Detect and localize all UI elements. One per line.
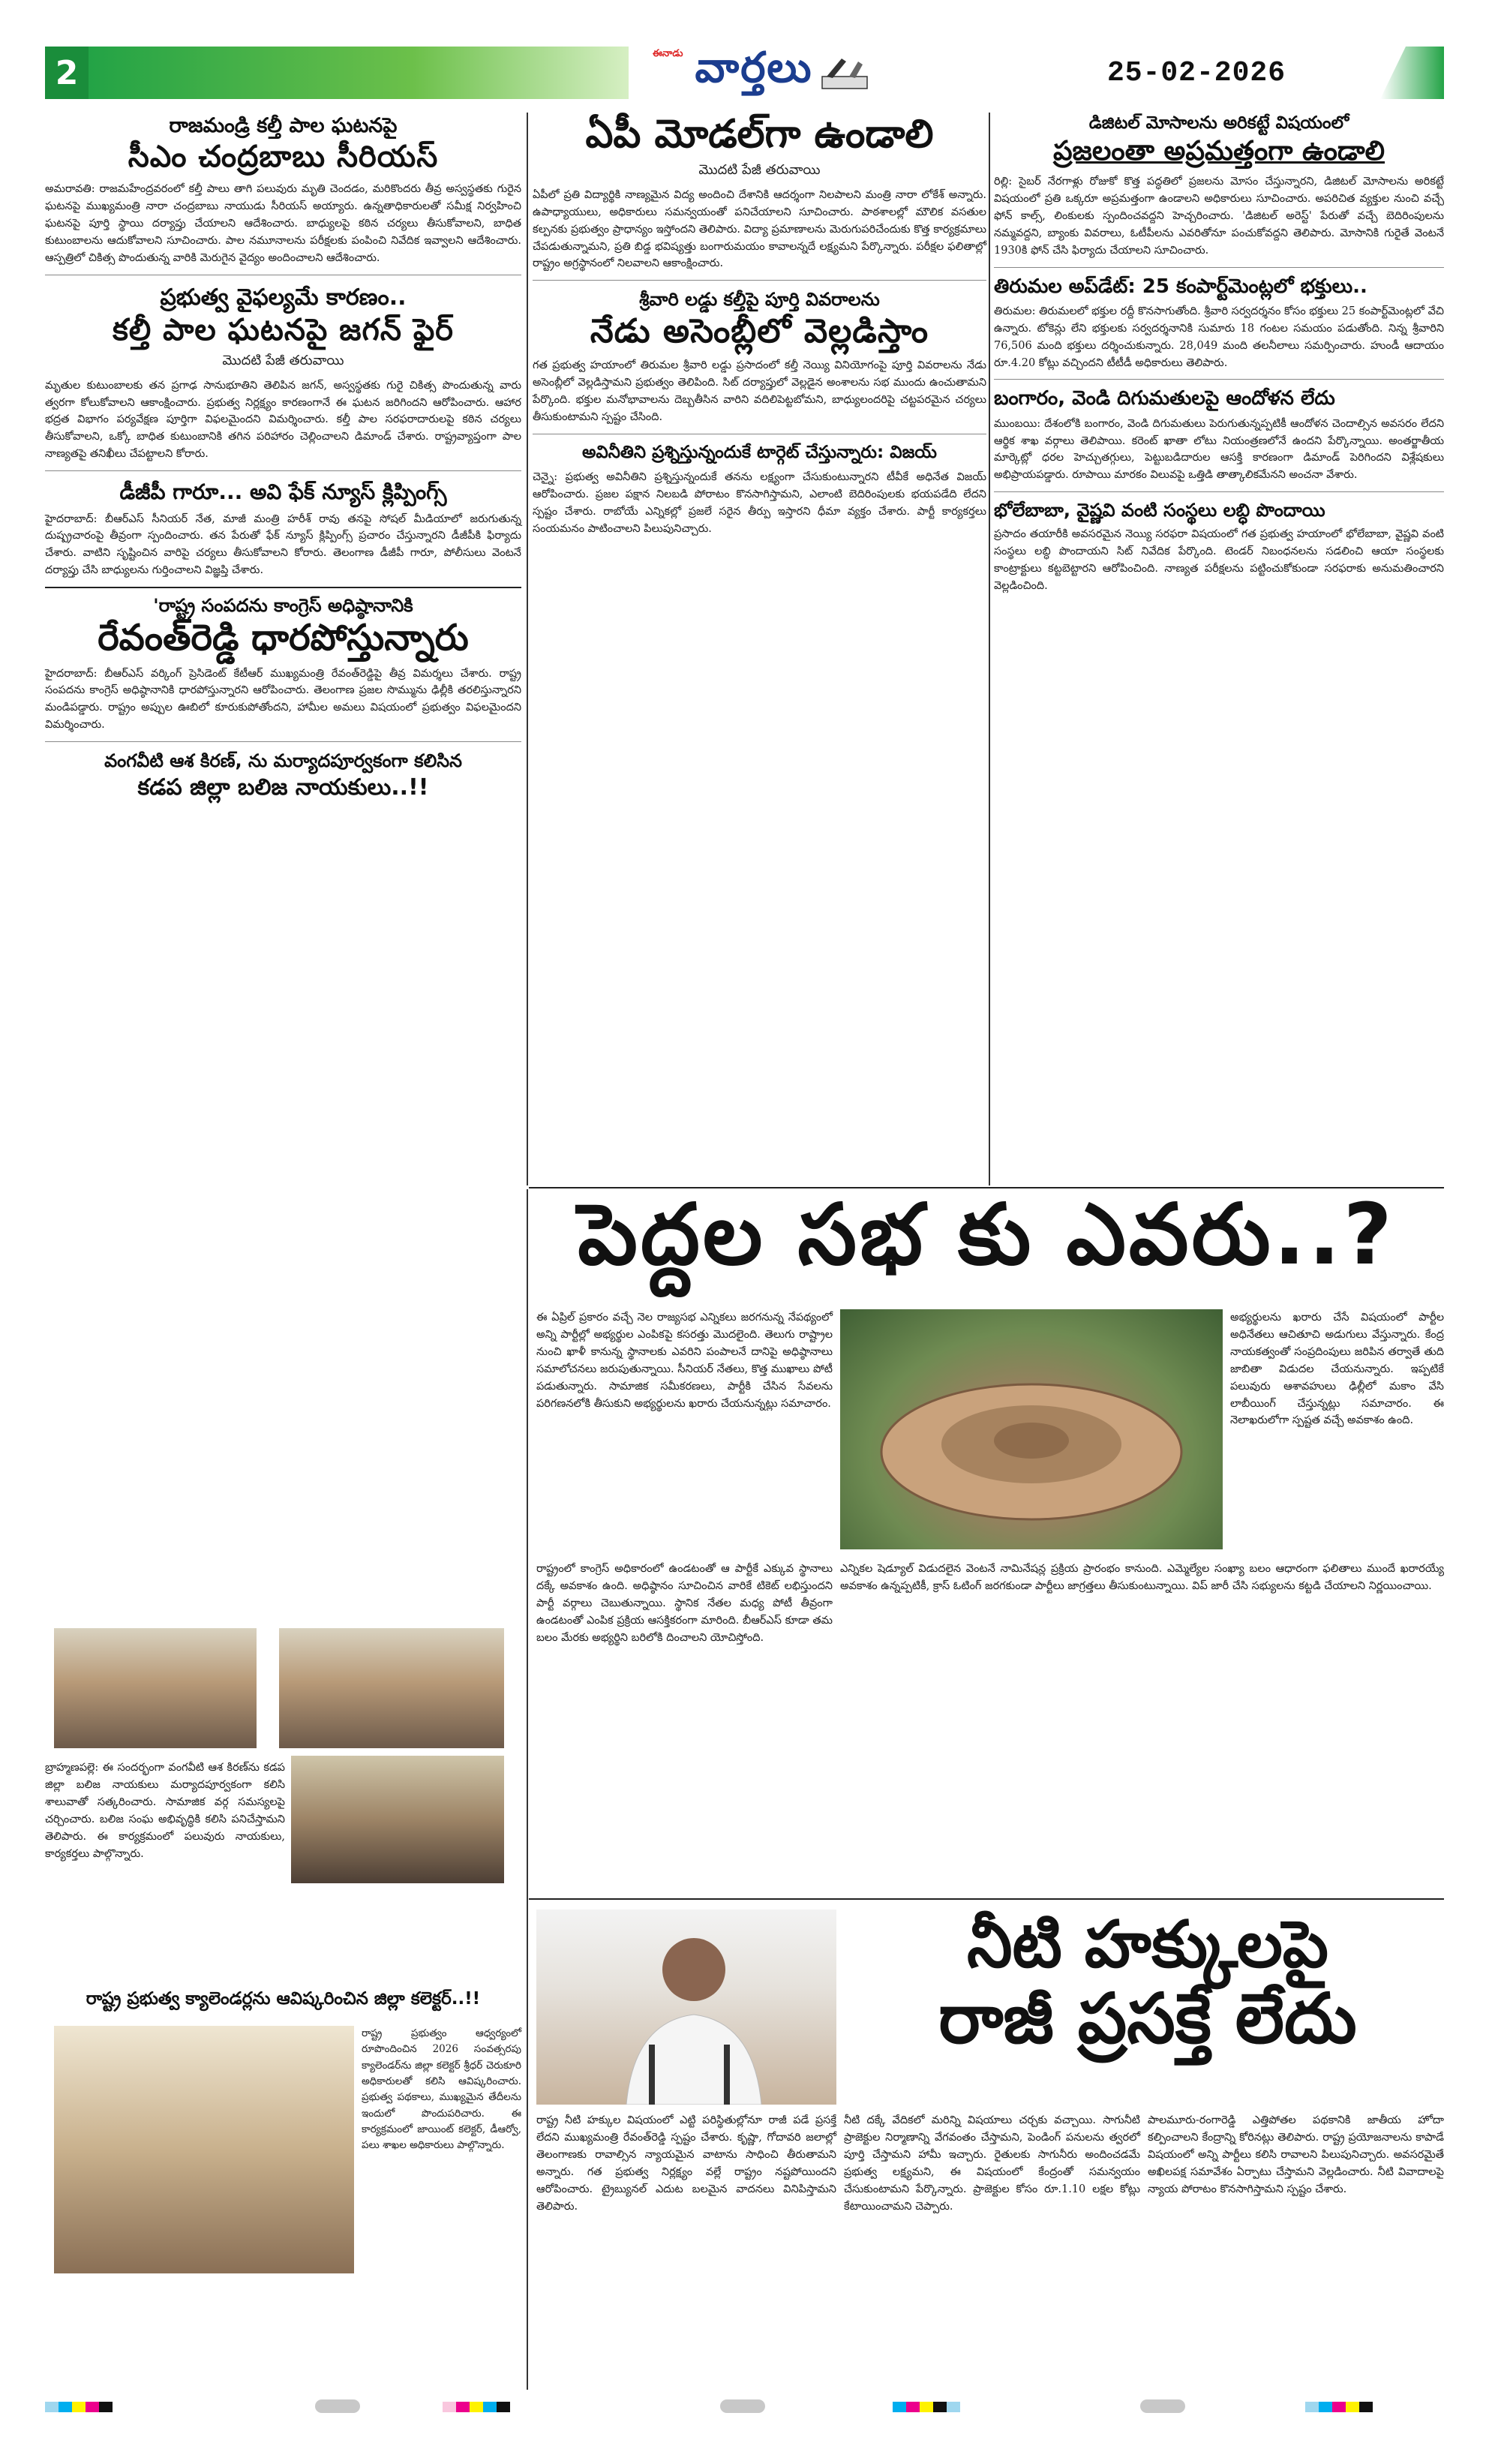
article-body: బ్రాహ్మణపల్లె: ఈ సందర్భంగా వంగవీటి ఆశ కిరణ్‌ను కడప జిల్లా బలిజ నాయకులు మర్యాదపూర్వకంగా కలిసి శాలువాతో సత్కరించారు. సామాజిక వర్గ సమస్యలపై చర్చించారు. బలిజ సంఘ అభివృద్ధికి కలిసి పనిచేస్తామని తెలిపారు. ఈ కార్యక్రమంలో పలువురు నాయకులు, కార్యకర్తలు పాల్గొన్నారు.	[45, 1762, 285, 1860]
column-rule	[527, 113, 528, 1185]
divider	[994, 491, 1444, 492]
article-body: అభ్యర్థులను ఖరారు చేసే విషయంలో పార్టీల అధినేతలు ఆచితూచి అడుగులు వేస్తున్నారు. కేంద్ర నాయకత్వంతో సంప్రదింపులు జరిపిన తర్వాతే తుది జాబితా విడుదల చేయనున్నారు. ఇప్పటికే పలువురు ఆశావహులు ఢిల్లీలో మకాం వేసి లాబీయింగ్ చేస్తున్నట్లు సమాచారం. ఈ నెలాఖరులోగా స్పష్టత వచ్చే అవకాశం ఉంది.	[1230, 1312, 1444, 1427]
banner-headline-box	[529, 1186, 1444, 1302]
article-kicker: ప్రభుత్వ వైఫల్యమే కారణం..	[160, 284, 407, 311]
parliament-building-icon	[840, 1309, 1223, 1549]
article-kicker: వంగవీటి ఆశ కిరణ్‌, ను మర్యాదపూర్వకంగా కలిసిన	[104, 750, 462, 772]
water-headline-line1: నీటి హక్కులపై	[967, 1907, 1328, 1982]
page-number: 2	[45, 47, 89, 99]
parliament-photo	[840, 1309, 1223, 1549]
article-headline: కల్తీ పాల ఘటనపై జగన్ ఫైర్	[112, 312, 455, 347]
logo-text: వార్తలు	[695, 43, 813, 92]
registration-dot	[1140, 2399, 1185, 2413]
article-headline: నేడు అసెంబ్లీలో వెల్లడిస్తాం	[590, 311, 929, 350]
water-col-2	[844, 2112, 1140, 2215]
water-col-3	[1148, 2112, 1444, 2198]
divider	[533, 280, 986, 281]
banner-col-2b	[840, 1561, 1444, 1595]
banner-col-3	[1230, 1309, 1444, 1429]
speaker-photo	[536, 1910, 836, 2105]
registration-marks	[1305, 2401, 1373, 2411]
continued-label: మొదటి పేజీ తరువాయి	[222, 352, 344, 368]
article-body: రాష్ట్ర నీటి హక్కుల విషయంలో ఎట్టి పరిస్థితుల్లోనూ రాజీ పడే ప్రసక్తే లేదని ముఖ్యమంత్రి రేవంత్‌రెడ్డి స్పష్టం చేశారు. కృష్ణా, గోదావరి జలాల్లో తెలంగాణకు రావాల్సిన న్యాయమైన వాటాను సాధించి తీరుతామని అన్నారు. గత ప్రభుత్వ నిర్లక్ష్యం వల్లే రాష్ట్రం నష్టపోయిందని ఆరోపించారు. ట్రైబ్యునల్ ఎదుట బలమైన వాదనలు వినిపిస్తామని తెలిపారు.	[536, 2114, 836, 2213]
article-kicker: 'రాష్ట్ర సంపదను కాంగ్రెస్ అధిష్ఠానానికి	[153, 595, 413, 617]
registration-marks	[893, 2401, 960, 2411]
masthead-right-band	[1380, 47, 1444, 99]
article-body: ఎన్నికల షెడ్యూల్ విడుదలైన వెంటనే నామినేషన్ల ప్రక్రియ ప్రారంభం కానుంది. ఎమ్మెల్యేల సంఖ్యా బలం ఆధారంగా ఫలితాలు ముందే ఖరారయ్యే అవకాశం ఉన్నప్పటికీ, క్రాస్ ఓటింగ్ జరగకుండా పార్టీలు జాగ్రత్తలు తీసుకుంటున్నాయి. విప్ జారీ చేసి సభ్యులను కట్టడి చేయాలని నిర్ణయించాయి.	[840, 1563, 1444, 1592]
article-headline: ప్రజలంతా అప్రమత్తంగా ఉండాలి	[1052, 135, 1385, 167]
article-body: అమరావతి: రాజమహేంద్రవరంలో కల్తీ పాలు తాగి పలువురు మృతి చెందడం, మరికొందరు తీవ్ర అస్వస్థతకు గురైన ఘటనపై ముఖ్యమంత్రి నారా చంద్రబాబు నాయుడు సీరియస్ అయ్యారు. ఉన్నతాధికారులతో సమీక్ష నిర్వహించి ఘటనపై పూర్తి స్థాయి దర్యాప్తు చేయాలని ఆదేశించారు. బాధ్యులపై కఠిన చర్యలు తీసుకోవాలని, బాధిత కుటుంబాలను ఆదుకోవాలని సూచించారు. పాల నమూనాలను పరీక్షలకు పంపించి నివేదిక ఇవ్వాలని ఆదేశించారు. ఆస్పత్రిలో చికిత్స పొందుతున్న వారికి మెరుగైన వైద్యం అందించాలని ఆదేశించారు.	[45, 183, 521, 264]
divider	[45, 587, 521, 588]
continued-label: మొదటి పేజీ తరువాయి	[698, 161, 821, 178]
article-headline: రాష్ట్ర ప్రభుత్వ క్యాలెండర్లను ఆవిష్కరించిన జిల్లా కలెక్టర్..!!	[86, 1989, 481, 2009]
divider	[994, 267, 1444, 268]
article-body: ఈ ఏప్రిల్ ప్రకారం వచ్చే నెల రాజ్యసభ ఎన్నికలు జరగనున్న నేపథ్యంలో అన్ని పార్టీల్లో అభ్యర్థుల ఎంపికపై కసరత్తు మొదలైంది. తెలుగు రాష్ట్రాల నుంచి ఖాళీ కానున్న స్థానాలకు ఎవరిని పంపాలనే దానిపై అధిష్ఠానాలు సమాలోచనలు జరుపుతున్నాయి. సీనియర్ నేతలు, కొత్త ముఖాలు పోటీ పడుతున్నారు. సామాజిక సమీకరణలు, పార్టీకి చేసిన సేవలను పరిగణనలోకి తీసుకుని అభ్యర్థులను ఖరారు చేయనున్నట్లు సమాచారం.	[536, 1312, 833, 1410]
issue-date	[1020, 47, 1373, 99]
article-headline: రేవంత్‌రెడ్డి ధారపోస్తున్నారు	[98, 617, 469, 660]
registration-marks	[443, 2401, 510, 2411]
news-photo	[279, 1628, 504, 1748]
left-article-body-box	[45, 1759, 285, 1862]
article-body: ఏపీలో ప్రతి విద్యార్థికి నాణ్యమైన విద్య అందించి దేశానికి ఆదర్శంగా నిలపాలని మంత్రి నారా లోకేశ్ అన్నారు. ఉపాధ్యాయులు, అధికారులు సమన్వయంతో పనిచేయాలని సూచించారు. పాఠశాలల్లో మౌలిక వసతుల కల్పనకు ప్రభుత్వం ప్రాధాన్యం ఇస్తోందని తెలిపారు. విద్యా ప్రమాణాలను మెరుగుపరిచేందుకు కొత్త కార్యక్రమాలు చేపడుతున్నామని, ప్రతి బిడ్డ భవిష్యత్తు బంగారుమయం కావాలన్నదే లక్ష్యమని పేర్కొన్నారు. పరీక్షల ఫలితాల్లో రాష్ట్రం అగ్రస్థానంలో నిలవాలని ఆకాంక్షించారు.	[533, 188, 986, 270]
article-body: ముంబయి: దేశంలోకి బంగారం, వెండి దిగుమతులు పెరుగుతున్నప్పటికీ ఆందోళన చెందాల్సిన అవసరం లేదని ఆర్థిక శాఖ వర్గాలు తెలిపాయి. కరెంట్ ఖాతా లోటు నియంత్రణలోనే ఉందని పేర్కొన్నాయి. అంతర్జాతీయ మార్కెట్లో ధరల హెచ్చుతగ్గులు, పెట్టుబడిదారుల ఆసక్తి కారణంగా డిమాండ్ పెరిగిందని విశ్లేషకులు అభిప్రాయపడ్డారు. రూపాయి మారకం విలువపై ఒత్తిడి తాత్కాలికమేనని అంచనా వేశారు.	[994, 417, 1444, 482]
article-headline: సీఎం చంద్రబాబు సీరియస్	[128, 140, 439, 175]
masthead	[45, 43, 1444, 99]
article-kicker: డిజిటల్ మోసాలను అరికట్టే విషయంలో	[1088, 113, 1349, 133]
water-headline-line2: రాజీ ప్రసక్తే లేదు	[938, 1978, 1357, 2059]
registration-dot	[720, 2399, 765, 2413]
article-kicker: శ్రీవారి లడ్డు కల్తీపై పూర్తి వివరాలను	[639, 289, 880, 311]
column-rule	[989, 113, 990, 1185]
newspaper-logo	[630, 43, 878, 99]
article-headline: డీజీపీ గారూ... అవి ఫేక్ న్యూస్ క్లిప్పింగ్స్	[119, 479, 447, 505]
article-body: పాలమూరు-రంగారెడ్డి ఎత్తిపోతల పథకానికి జాతీయ హోదా కల్పించాలని కేంద్రాన్ని కోరినట్లు తెలిపారు. రాష్ట్ర ప్రయోజనాలను కాపాడే విషయంలో అన్ని పార్టీలు కలిసి రావాలని పిలుపునిచ్చారు. అవసరమైతే అఖిలపక్ష సమావేశం ఏర్పాటు చేస్తామని వెల్లడించారు. నీటి వివాదాలపై న్యాయ పోరాటం కొనసాగిస్తామని స్పష్టం చేశారు.	[1148, 2114, 1444, 2195]
registration-dot	[315, 2399, 360, 2413]
article-body: రాష్ట్రంలో కాంగ్రెస్ అధికారంలో ఉండటంతో ఆ పార్టీకే ఎక్కువ స్థానాలు దక్కే అవకాశం ఉంది. అధిష్ఠానం సూచించిన వారికే టికెట్ లభిస్తుందని పార్టీ వర్గాలు చెబుతున్నాయి. స్థానిక నేతల మధ్య పోటీ తీవ్రంగా ఉండటంతో ఎంపిక ప్రక్రియ ఆసక్తికరంగా మారింది. బీఆర్ఎస్ కూడా తమ బలం మేరకు అభ్యర్థిని బరిలోకి దించాలని యోచిస్తోంది.	[536, 1563, 833, 1644]
article-body: మృతుల కుటుంబాలకు తన ప్రగాఢ సానుభూతిని తెలిపిన జగన్, అస్వస్థతకు గురై చికిత్స పొందుతున్న వారు త్వరగా కోలుకోవాలని ఆకాంక్షించారు. ప్రభుత్వ నిర్లక్ష్యం కారణంగానే ఈ ఘటన జరిగిందని ఆరోపించారు. ఆహార భద్రత విభాగం పర్యవేక్షణ పూర్తిగా విఫలమైందని విమర్శించారు. కల్తీ పాల సరఫరాదారులపై కఠిన చర్యలు తీసుకోవాలని, ఒక్కో బాధిత కుటుంబానికి తగిన పరిహారం చెల్లించాలని డిమాండ్ చేశారు. రాష్ట్రవ్యాప్తంగా పాల నాణ్యతపై తనిఖీలు చేపట్టాలని కోరారు.	[45, 379, 521, 461]
right-column	[994, 113, 1444, 595]
article-headline: భోలేబాబా, వైష్ణవి వంటి సంస్థలు లబ్ధి పొందాయి	[994, 500, 1325, 521]
divider	[45, 741, 521, 742]
article-body: తిరుమల: తిరుమలలో భక్తుల రద్దీ కొనసాగుతోంది. శ్రీవారి సర్వదర్శనం కోసం భక్తులు 25 కంపార్ట్‌మెంట్లలో వేచి ఉన్నారు. టోకెన్లు లేని భక్తులకు సర్వదర్శనానికి సుమారు 18 గంటల సమయం పడుతోంది. నిన్న శ్రీవారిని 76,506 మంది భక్తులు దర్శించుకున్నారు. 28,049 మంది తలనీలాలు సమర్పించారు. హుండీ ఆదాయం రూ.4.20 కోట్లు వచ్చిందని టీటీడీ అధికారులు తెలిపారు.	[994, 305, 1445, 369]
banner-headline: పెద్దల సభ కు ఎవరు..?	[578, 1186, 1395, 1284]
divider	[994, 379, 1444, 380]
article-body: రాష్ట్ర ప్రభుత్వం ఆధ్వర్యంలో రూపొందించిన 2026 సంవత్సరపు క్యాలెండర్‌ను జిల్లా కలెక్టర్ శ్రీధర్ చెరుకూరి అధికారులతో కలిసి ఆవిష్కరించారు. ప్రభుత్వ పథకాలు, ముఖ్యమైన తేదీలను ఇందులో పొందుపరిచారు. ఈ కార్యక్రమంలో జాయింట్ కలెక్టర్, డీఆర్వో, పలు శాఖల అధికారులు పాల్గొన్నారు.	[362, 2027, 521, 2152]
divider	[45, 470, 521, 471]
left-calendar-article	[45, 1988, 521, 2011]
registration-marks	[45, 2401, 113, 2411]
water-col-1	[536, 2112, 836, 2215]
left-column	[45, 113, 521, 802]
article-headline: బంగారం, వెండి దిగుమతులపై ఆందోళన లేదు	[994, 387, 1335, 410]
article-body: ప్రసాదం తయారీకి అవసరమైన నెయ్యి సరఫరా విషయంలో గత ప్రభుత్వ హయాంలో భోలేబాబా, వైష్ణవి వంటి సంస్థలు లబ్ధి పొందాయని సిట్ నివేదిక పేర్కొంది. టెండర్ నిబంధనలను సడలించి ఆయా సంస్థలకు కాంట్రాక్టులు కట్టబెట్టారని ఆరోపించింది. నాణ్యత పరీక్షలను పట్టించుకోకుండా సరఫరాకు అనుమతించారని వెల్లడించింది.	[994, 528, 1444, 592]
article-body: రిల్లి: సైబర్ నేరగాళ్లు రోజుకో కొత్త పద్ధతిలో ప్రజలను మోసం చేస్తున్నారని, డిజిటల్ మోసాలను అరికట్టే విషయంలో ప్రతి ఒక్కరూ అప్రమత్తంగా ఉండాలని అధికారులు సూచించారు. అపరిచిత వ్యక్తుల నుంచి వచ్చే ఫోన్ కాల్స్, లింకులకు స్పందించవద్దని హెచ్చరించారు. 'డిజిటల్ అరెస్ట్' పేరుతో వచ్చే బెదిరింపులను నమ్మవద్దని, బ్యాంకు వివరాలు, ఓటీపీలను ఎవరితోనూ పంచుకోవద్దని తెలిపారు. మోసానికి గురైతే వెంటనే 1930కి ఫోన్ చేసి ఫిర్యాదు చేయాలని సూచించారు.	[994, 176, 1444, 257]
article-headline: అవినీతిని ప్రశ్నిస్తున్నందుకే టార్గెట్ చేస్తున్నారు: విజయ్	[582, 442, 937, 462]
article-body: చెన్నై: ప్రభుత్వ అవినీతిని ప్రశ్నిస్తున్నందుకే తనను లక్ష్యంగా చేసుకుంటున్నారని టీవీకే అధినేత విజయ్ ఆరోపించారు. ప్రజల పక్షాన నిలబడి పోరాటం కొనసాగిస్తామని, ఎలాంటి బెదిరింపులకు భయపడేది లేదని స్పష్టం చేశారు. రాబోయే ఎన్నికల్లో ప్రజలే సరైన తీర్పు ఇస్తారని ధీమా వ్యక్తం చేశారు. పార్టీ కార్యకర్తలు సంయమనం పాటించాలని పిలుపునిచ్చారు.	[533, 470, 986, 535]
article-body: హైదరాబాద్: బీఆర్ఎస్ వర్కింగ్ ప్రెసిడెంట్ కేటీఆర్ ముఖ్యమంత్రి రేవంత్‌రెడ్డిపై తీవ్ర విమర్శలు చేశారు. రాష్ట్ర సంపదను కాంగ్రెస్ అధిష్ఠానానికి ధారపోస్తున్నారని ఆరోపించారు. తెలంగాణ ప్రజల సొమ్మును ఢిల్లీకి తరలిస్తున్నారని మండిపడ్డారు. రాష్ట్రం అప్పుల ఊబిలో కూరుకుపోతోందని, హామీల అమలు విషయంలో ప్రభుత్వం విఫలమైందని విమర్శించారు.	[45, 667, 521, 732]
left-calendar-body	[362, 2026, 521, 2154]
divider	[529, 1898, 1444, 1900]
logo-small-text: ఈనాడు	[653, 48, 683, 59]
article-headline: తిరుమల అప్‌డేట్: 25 కంపార్ట్‌మెంట్లలో భక్తులు..	[994, 275, 1367, 298]
banner-col-1b	[536, 1561, 833, 1647]
speaker-figure-icon	[536, 1910, 836, 2105]
logo-pen-icon	[819, 54, 872, 92]
article-headline: కడప జిల్లా బలిజ నాయకులు..!!	[137, 774, 429, 801]
article-body: హైదరాబాద్: బీఆర్ఎస్ సీనియర్ నేత, మాజీ మంత్రి హరీశ్ రావు తనపై సోషల్ మీడియాలో జరుగుతున్న దుష్ప్రచారంపై తీవ్రంగా స్పందించారు. తన పేరుతో ఫేక్ న్యూస్ క్లిప్పింగ్స్ ప్రచారం చేస్తున్నారని డీజీపీకి ఫిర్యాదు చేశారు. వాటిని సృష్టించిన వారిపై చర్యలు తీసుకోవాలని కోరారు. తెలంగాణ డీజీపీ గారూ, పోలీసులు వెంటనే దర్యాప్తు చేసి బాధ్యులను గుర్తించాలని విజ్ఞప్తి చేశారు.	[45, 512, 521, 577]
news-photo	[54, 2026, 354, 2273]
water-headline-box	[851, 1907, 1444, 2059]
date-text: 25-02-2026	[1106, 56, 1286, 89]
article-headline: ఏపీ మోడల్‌గా ఉండాలి	[585, 112, 934, 157]
banner-col-1	[536, 1309, 833, 1412]
news-photo	[291, 1756, 504, 1883]
column-rule	[527, 1189, 528, 2390]
article-body: గత ప్రభుత్వ హయాంలో తిరుమల శ్రీవారి లడ్డు ప్రసాదంలో కల్తీ నెయ్యి వినియోగంపై పూర్తి వివరాలను నేడు అసెంబ్లీలో వెల్లడిస్తామని ప్రభుత్వం తెలిపింది. సిట్ దర్యాప్తులో వెల్లడైన అంశాలను సభ ముందు ఉంచుతామని పేర్కొంది. భక్తుల మనోభావాలను దెబ్బతీసిన వారిని వదిలిపెట్టబోమని, బాధ్యులందరిపై చట్టపరమైన చర్యలు తీసుకుంటామని స్పష్టం చేసింది.	[533, 359, 986, 424]
masthead-green-band	[89, 47, 629, 99]
news-photo	[54, 1628, 257, 1748]
article-body: నీటి దక్కే వేదికలో మరిన్ని విషయాలు చర్చకు వచ్చాయి. సాగునీటి ప్రాజెక్టుల నిర్మాణాన్ని వేగవంతం చేస్తామని, పెండింగ్ పనులను త్వరలో పూర్తి చేస్తామని హామీ ఇచ్చారు. రైతులకు సాగునీరు అందించడమే ప్రభుత్వ లక్ష్యమని, ఈ విషయంలో కేంద్రంతో సమన్వయం చేసుకుంటామని పేర్కొన్నారు. ప్రాజెక్టుల కోసం రూ.1.10 లక్షల కోట్లు కేటాయించామని చెప్పారు.	[844, 2114, 1140, 2213]
middle-column	[533, 113, 986, 537]
article-kicker: రాజమండ్రి కల్తీ పాల ఘటనపై	[169, 114, 398, 137]
